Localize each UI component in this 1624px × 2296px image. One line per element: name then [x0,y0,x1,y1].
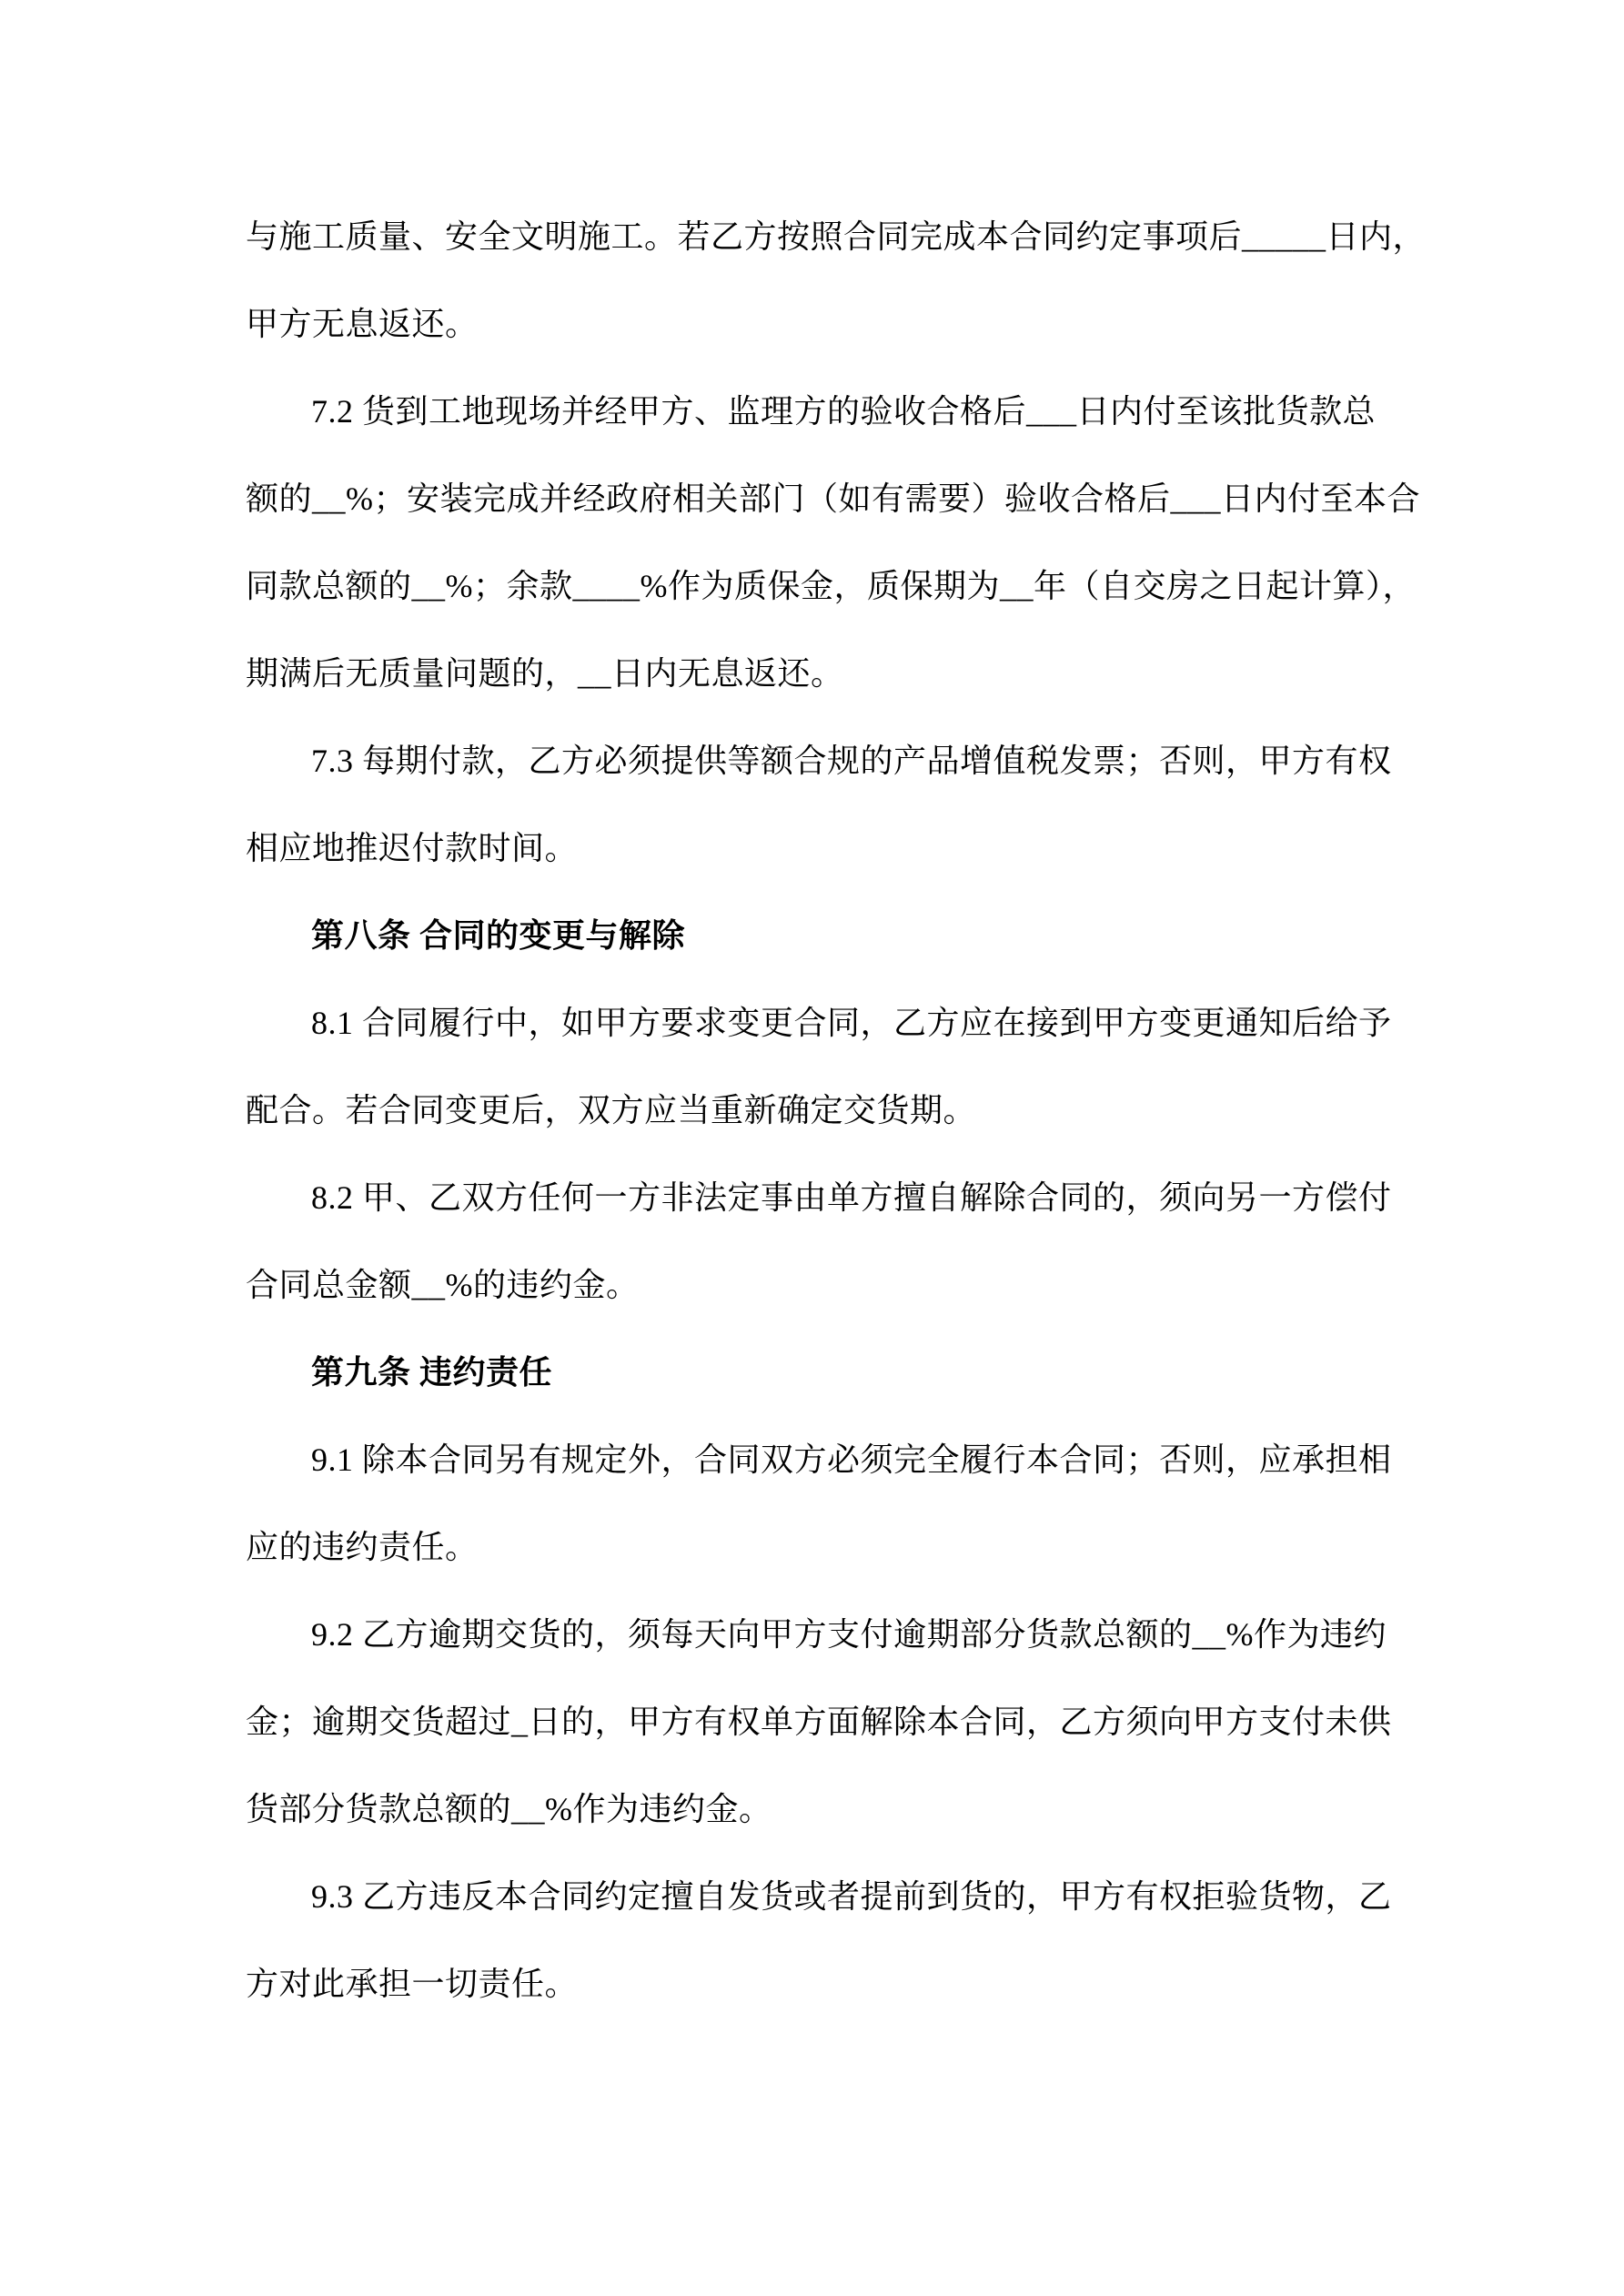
text-line: 7.2 货到工地现场并经甲方、监理方的验收合格后___日内付至该批货款总 [311,393,1377,430]
text-line: 9.3 乙方违反本合同约定擅自发货或者提前到货的，甲方有权拒验货物，乙 [311,1878,1392,1915]
text-line: 合同总金额__%的违约金。 [246,1267,640,1303]
text-line: 同款总额的__%；余款____%作为质保金，质保期为__年（自交房之日起计算）， [246,568,1416,604]
text-line: 金；逾期交货超过_日的，甲方有权单方面解除本合同，乙方须向甲方支付未供 [246,1704,1392,1740]
text-line: 甲方无息返还。 [246,306,479,342]
text-line: 8.2 甲、乙双方任何一方非法定事由单方擅自解除合同的，须向另一方偿付 [311,1179,1392,1216]
text-line: 8.1 合同履行中，如甲方要求变更合同，乙方应在接到甲方变更通知后给予 [311,1005,1392,1041]
text-line: 相应地推迟付款时间。 [246,830,579,866]
text-line: 9.2 乙方逾期交货的，须每天向甲方支付逾期部分货款总额的__%作为违约 [311,1616,1387,1653]
clause-heading-line: 第八条 合同的变更与解除 [311,917,686,954]
text-line: 与施工质量、安全文明施工。若乙方按照合同完成本合同约定事项后_____日内， [246,218,1427,255]
text-line: 额的__%；安装完成并经政府相关部门（如有需要）验收合格后___日内付至本合 [246,480,1420,517]
text-line: 期满后无质量问题的，__日内无息返还。 [246,655,844,692]
text-line: 应的违约责任。 [246,1529,479,1565]
text-line: 7.3 每期付款，乙方必须提供等额合规的产品增值税发票；否则，甲方有权 [311,743,1392,779]
text-line: 配合。若合同变更后，双方应当重新确定交货期。 [246,1092,977,1128]
text-line: 9.1 除本合同另有规定外，合同双方必须完全履行本合同；否则，应承担相 [311,1441,1392,1478]
text-line: 货部分货款总额的__%作为违约金。 [246,1791,772,1827]
clause-heading-line: 第九条 违约责任 [311,1354,553,1391]
contract-text-block [246,193,1469,2028]
text-line: 方对此承担一切责任。 [246,1966,579,2002]
